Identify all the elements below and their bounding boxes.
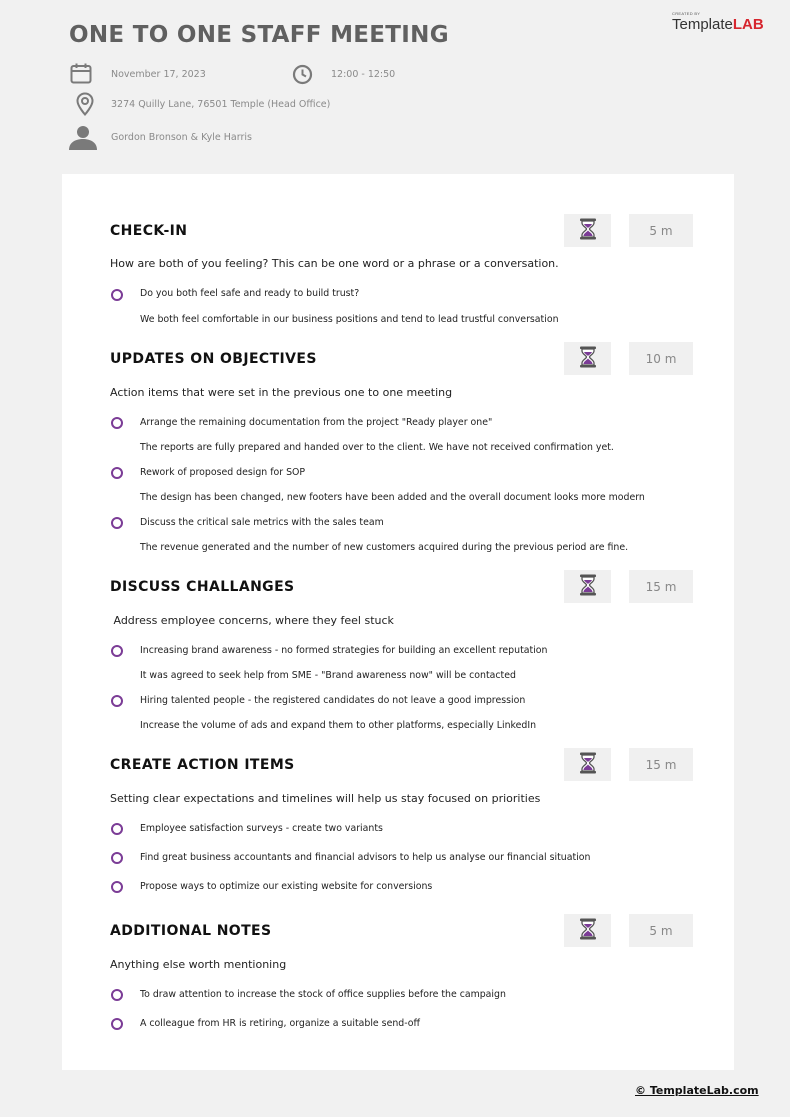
- hourglass-button[interactable]: [564, 342, 611, 375]
- agenda-item-note: The reports are fully prepared and handed over to the client. We have not received confirmation yet.: [140, 442, 614, 453]
- section-title: DISCUSS CHALLANGES: [110, 579, 295, 595]
- radio-circle-icon[interactable]: [111, 467, 123, 479]
- agenda-item-note: The design has been changed, new footers have been added and the overall document looks more modern: [140, 492, 645, 503]
- agenda-item: Employee satisfaction surveys - create two variants: [140, 823, 383, 834]
- radio-circle-icon[interactable]: [111, 852, 123, 864]
- section-title: ADDITIONAL NOTES: [110, 923, 272, 939]
- hourglass-icon: [579, 218, 597, 244]
- logo-main-text: Template: [672, 16, 733, 33]
- agenda-item-note: It was agreed to seek help from SME - "Brand awareness now" will be contacted: [140, 670, 516, 681]
- agenda-item: Arrange the remaining documentation from the project "Ready player one": [140, 417, 493, 428]
- radio-circle-icon[interactable]: [111, 517, 123, 529]
- logo-created-by: CREATED BY: [672, 11, 701, 16]
- hourglass-icon: [579, 918, 597, 944]
- agenda-item: Do you both feel safe and ready to build trust?: [140, 288, 360, 299]
- agenda-item: To draw attention to increase the stock of office supplies before the campaign: [140, 989, 506, 1000]
- logo-accent-text: LAB: [732, 16, 764, 33]
- section-title: CHECK-IN: [110, 223, 188, 239]
- section-description: Anything else worth mentioning: [110, 958, 287, 971]
- agenda-item-note: Increase the volume of ads and expand them to other platforms, especially LinkedIn: [140, 720, 537, 731]
- agenda-item: Find great business accountants and financial advisors to help us analyse our financial situation: [140, 852, 591, 863]
- agenda-card: [62, 174, 734, 1070]
- hourglass-icon: [579, 752, 597, 778]
- section-description: How are both of you feeling? This can be one word or a phrase or a conversation.: [110, 257, 559, 270]
- radio-circle-icon[interactable]: [111, 989, 123, 1001]
- page-title: ONE TO ONE STAFF MEETING: [69, 22, 449, 48]
- templatelab-logo[interactable]: [672, 12, 764, 32]
- person-icon: [68, 124, 98, 154]
- hourglass-button[interactable]: [564, 748, 611, 781]
- duration-field[interactable]: 15 m: [629, 570, 693, 603]
- agenda-item: Propose ways to optimize our existing website for conversions: [140, 881, 433, 892]
- radio-circle-icon[interactable]: [111, 645, 123, 657]
- meeting-attendees: Gordon Bronson & Kyle Harris: [111, 132, 252, 143]
- radio-circle-icon[interactable]: [111, 695, 123, 707]
- section-description: Action items that were set in the previous one to one meeting: [110, 386, 453, 399]
- radio-circle-icon[interactable]: [111, 881, 123, 893]
- calendar-icon: [70, 63, 92, 88]
- radio-circle-icon[interactable]: [111, 1018, 123, 1030]
- section-title: UPDATES ON OBJECTIVES: [110, 351, 317, 367]
- meeting-location: 3274 Quilly Lane, 76501 Temple (Head Office): [111, 99, 331, 110]
- radio-circle-icon[interactable]: [111, 417, 123, 429]
- hourglass-icon: [579, 346, 597, 372]
- section-title: CREATE ACTION ITEMS: [110, 757, 295, 773]
- radio-circle-icon[interactable]: [111, 289, 123, 301]
- agenda-item: Rework of proposed design for SOP: [140, 467, 306, 478]
- hourglass-icon: [579, 574, 597, 600]
- agenda-item: A colleague from HR is retiring, organize a suitable send-off: [140, 1018, 420, 1029]
- clock-icon: [292, 64, 313, 89]
- agenda-item-note: We both feel comfortable in our business positions and tend to lead trustful conversation: [140, 314, 559, 325]
- section-description: Address employee concerns, where they feel stuck: [110, 614, 394, 627]
- agenda-item: Discuss the critical sale metrics with the sales team: [140, 517, 384, 528]
- location-pin-icon: [76, 92, 94, 120]
- meeting-date: November 17, 2023: [111, 69, 206, 80]
- agenda-item: Hiring talented people - the registered candidates do not leave a good impression: [140, 695, 526, 706]
- duration-field[interactable]: 5 m: [629, 214, 693, 247]
- hourglass-button[interactable]: [564, 570, 611, 603]
- radio-circle-icon[interactable]: [111, 823, 123, 835]
- agenda-item: Increasing brand awareness - no formed strategies for building an excellent reputation: [140, 645, 548, 656]
- duration-field[interactable]: 5 m: [629, 914, 693, 947]
- agenda-item-note: The revenue generated and the number of new customers acquired during the previous period are fine.: [140, 542, 629, 553]
- copyright-link[interactable]: © TemplateLab.com: [635, 1084, 759, 1097]
- hourglass-button[interactable]: [564, 914, 611, 947]
- section-description: Setting clear expectations and timelines will help us stay focused on priorities: [110, 792, 541, 805]
- hourglass-button[interactable]: [564, 214, 611, 247]
- duration-field[interactable]: 10 m: [629, 342, 693, 375]
- meeting-time: 12:00 - 12:50: [331, 69, 396, 80]
- duration-field[interactable]: 15 m: [629, 748, 693, 781]
